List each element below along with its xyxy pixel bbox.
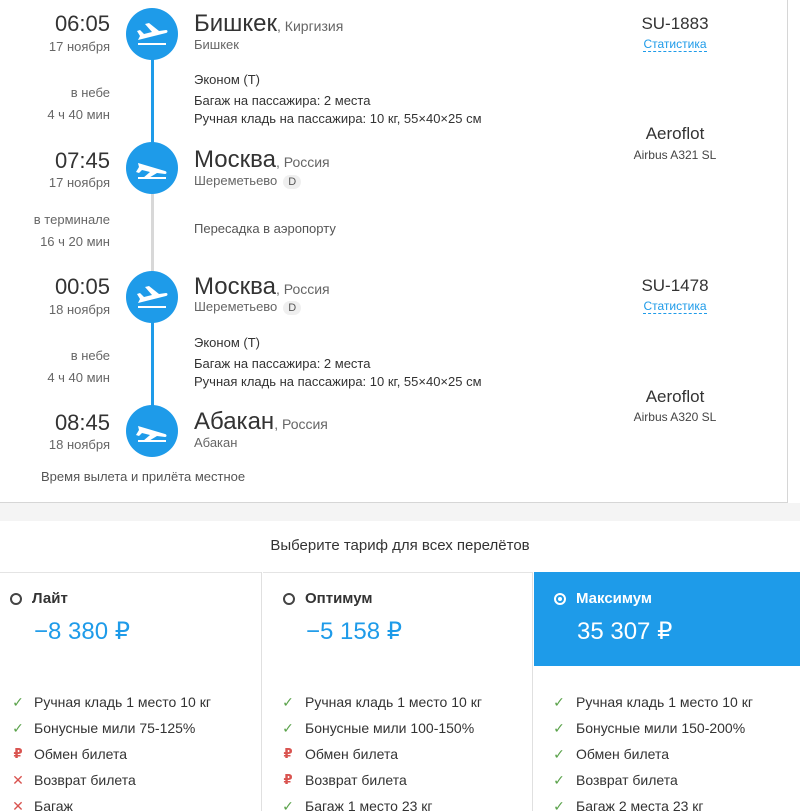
arr-city-line (194, 146, 330, 174)
plane-takeoff-icon (126, 271, 178, 323)
dep-city-line (194, 273, 330, 301)
feature-item: ✓ Бонусные мили 100-150% (282, 719, 475, 736)
fare-class: Эконом (T) (194, 335, 260, 350)
ruble-icon: ₽ (283, 772, 293, 787)
feature-item: ✓ Бонусные мили 150-200% (553, 719, 746, 736)
airline-name: Aeroflot (645, 387, 705, 406)
arr-date: 17 ноября (48, 175, 110, 190)
cross-icon: ✕ (12, 771, 24, 788)
check-icon: ✓ (553, 693, 565, 710)
tariff-price: −8 380 ₽ (34, 618, 131, 645)
arr-airport: Шереметьево D (194, 173, 301, 189)
check-icon: ✓ (282, 797, 294, 811)
aircraft-model: Airbus A321 SL (633, 148, 717, 162)
tariff-name: Лайт (32, 590, 68, 607)
tariff-option-maximum[interactable] (534, 572, 800, 811)
arr-city: Москва (194, 146, 276, 173)
tariff-options (0, 572, 800, 811)
arr-city: Абакан (194, 408, 275, 435)
dep-country: , Россия (275, 281, 330, 297)
check-icon: ✓ (553, 797, 565, 811)
feature-item: ✓ Возврат билета (553, 771, 678, 788)
feature-list (263, 689, 532, 811)
fare-class: Эконом (T) (194, 72, 260, 87)
transfer-label: в терминале (33, 212, 110, 227)
feature-item: ₽ Обмен билета (0, 741, 261, 767)
flight-number: SU-1883 (641, 14, 709, 33)
tariff-header-selected[interactable] (534, 572, 800, 666)
duration-label: в небе (70, 348, 110, 363)
tariff-option-lite[interactable] (0, 572, 262, 811)
check-icon: ✓ (553, 719, 565, 736)
feature-item: ✓ Обмен билета (553, 745, 670, 762)
dep-city-line (194, 10, 343, 38)
feature-item: ✕ Возврат билета (12, 771, 136, 788)
arr-date: 18 ноября (48, 437, 110, 452)
dep-city: Бишкек (194, 10, 278, 37)
dep-date: 18 ноября (48, 302, 110, 317)
dep-city: Москва (194, 273, 276, 300)
tariff-header[interactable] (263, 572, 532, 666)
dep-airport: Шереметьево D (194, 299, 301, 315)
radio-unselected-icon[interactable] (283, 593, 295, 605)
tariff-option-optimum[interactable] (263, 572, 533, 811)
radio-unselected-icon[interactable] (10, 593, 22, 605)
check-icon: ✓ (553, 771, 565, 788)
ruble-icon: ₽ (13, 746, 23, 761)
arr-time: 07:45 (54, 148, 110, 173)
tariff-title: Выберите тариф для всех перелётов (270, 537, 530, 554)
ruble-icon: ₽ (283, 746, 293, 761)
feature-item: ₽ Обмен билета (263, 741, 532, 767)
arr-city-line (194, 408, 328, 436)
flight-duration: 4 ч 40 мин (47, 370, 110, 385)
flight-duration: 4 ч 40 мин (47, 107, 110, 122)
terminal-badge: D (283, 175, 301, 189)
aircraft-model: Airbus A320 SL (633, 410, 717, 424)
plane-takeoff-icon (126, 8, 178, 60)
baggage-info: Багаж на пассажира: 2 места (194, 93, 371, 108)
cross-icon: ✕ (12, 797, 24, 811)
tariff-price: −5 158 ₽ (306, 618, 403, 645)
tariff-header[interactable] (0, 572, 261, 666)
check-icon: ✓ (553, 745, 565, 762)
check-icon: ✓ (282, 693, 294, 710)
duration-label: в небе (70, 85, 110, 100)
statistics-link[interactable]: Статистика (643, 299, 707, 313)
feature-item: ✓ Ручная кладь 1 место 10 кг (553, 693, 753, 710)
tariff-name: Оптимум (305, 590, 373, 607)
feature-item: ✓ Ручная кладь 1 место 10 кг (12, 693, 211, 710)
dep-airport: Бишкек (194, 37, 239, 52)
arr-airport: Абакан (194, 435, 238, 450)
hand-luggage-info: Ручная кладь на пассажира: 10 кг, 55×40×25 см (194, 374, 482, 389)
check-icon: ✓ (12, 693, 24, 710)
dep-time: 00:05 (54, 274, 110, 299)
statistics-link[interactable]: Статистика (643, 37, 707, 51)
transfer-duration: 16 ч 20 мин (40, 234, 110, 249)
baggage-info: Багаж на пассажира: 2 места (194, 356, 371, 371)
hand-luggage-info: Ручная кладь на пассажира: 10 кг, 55×40×25 см (194, 111, 482, 126)
dep-time: 06:05 (54, 11, 110, 36)
flight-number: SU-1478 (641, 276, 709, 295)
feature-item: ✓ Ручная кладь 1 место 10 кг (282, 693, 482, 710)
check-icon: ✓ (12, 719, 24, 736)
feature-item: ✕ Багаж (0, 793, 261, 811)
terminal-badge: D (283, 301, 301, 315)
transfer-note: Пересадка в аэропорту (194, 221, 336, 236)
dep-date: 17 ноября (48, 39, 110, 54)
section-divider (0, 503, 800, 521)
arr-time: 08:45 (54, 410, 110, 435)
plane-landing-icon (126, 405, 178, 457)
arr-country: , Россия (274, 416, 328, 432)
dep-country: , Киргизия (277, 18, 344, 34)
feature-item: ✓ Бонусные мили 75-125% (12, 719, 196, 736)
local-time-note: Время вылета и прилёта местное (41, 469, 246, 484)
feature-item: ✓ Багаж 1 место 23 кг (263, 793, 532, 811)
feature-item: ₽ Возврат билета (263, 767, 532, 793)
tariff-price: 35 307 ₽ (577, 618, 673, 645)
tariff-name: Максимум (576, 590, 653, 607)
plane-landing-icon (126, 142, 178, 194)
arr-country: , Россия (275, 154, 330, 170)
radio-selected-icon[interactable] (554, 593, 566, 605)
feature-list (0, 689, 261, 811)
check-icon: ✓ (282, 719, 294, 736)
airline-name: Aeroflot (645, 124, 705, 143)
feature-item: ✓ Багаж 2 места 23 кг (534, 793, 800, 811)
feature-list (534, 689, 800, 811)
